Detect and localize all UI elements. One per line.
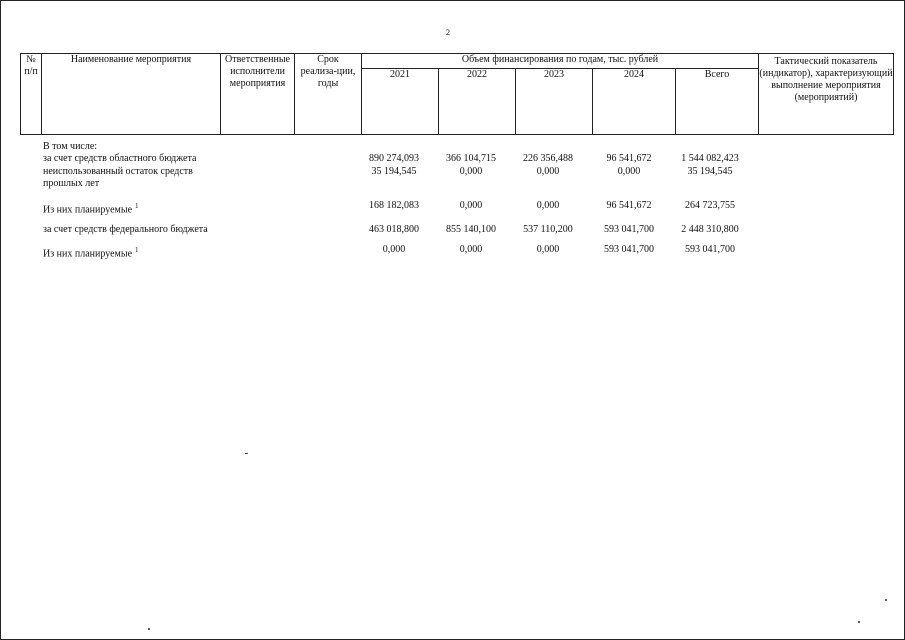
section-label: В том числе: [43,141,98,152]
cell-2022: 0,000 [459,200,483,211]
col-term-header: Срок реализа-ции, годы [295,54,362,135]
cell-total: 1 544 082,423 [681,153,739,164]
cell-2021: 168 182,083 [369,200,419,211]
row-label-text: Из них планируемые [43,248,133,260]
cell-2021: 463 018,800 [369,224,419,235]
row-label: неиспользованный остаток средств прошлых лет [43,166,193,189]
scan-speck [885,599,887,601]
cell-2023: 0,000 [536,166,560,177]
cell-2024: 0,000 [617,166,641,177]
cell-2024: 593 041,700 [604,224,654,235]
col-year-2022: 2022 [439,69,516,135]
cell-2021: 890 274,093 [369,153,419,164]
scan-speck [858,621,860,623]
col-name-header: Наименование мероприятия [42,54,221,135]
cell-2022: 0,000 [459,244,483,255]
cell-2023: 0,000 [536,200,560,211]
col-funding-header: Объем финансирования по годам, тыс. рублей [362,54,759,69]
cell-2021: 0,000 [382,244,406,255]
col-num-header: № п/п [21,54,42,135]
cell-total: 264 723,755 [685,200,735,211]
cell-total: 593 041,700 [685,244,735,255]
scan-speck [148,628,150,630]
col-total-header: Всего [676,69,759,135]
row-label: за счет средств федерального бюджета [43,224,208,235]
cell-2024: 96 541,672 [606,153,652,164]
footnote-marker: 1 [135,246,139,254]
row-label: за счет средств областного бюджета [43,153,197,164]
col-responsible-header: Ответственные исполнители мероприятия [221,54,295,135]
cell-2021: 35 194,545 [371,166,417,177]
page-number: 2 [446,28,450,37]
cell-2022: 0,000 [459,166,483,177]
cell-total: 35 194,545 [687,166,733,177]
cell-2023: 537 110,200 [523,224,573,235]
col-indicator-header: Тактический показатель (индикатор), характеризующий выполнение мероприятия (мероприятий) [759,54,894,135]
table-header [20,53,894,135]
cell-2024: 96 541,672 [606,200,652,211]
cell-2023: 0,000 [536,244,560,255]
row-label-text: Из них планируемые [43,204,133,216]
col-year-2021: 2021 [362,69,439,135]
cell-2023: 226 356,488 [523,153,573,164]
cell-total: 2 448 310,800 [681,224,739,235]
row-label-planned [43,200,139,216]
cell-2022: 366 104,715 [446,153,496,164]
row-label-planned [43,244,139,260]
col-year-2024: 2024 [593,69,676,135]
cell-2024: 593 041,700 [604,244,654,255]
footnote-marker: 1 [135,202,139,210]
col-year-2023: 2023 [516,69,593,135]
scan-speck [245,453,248,454]
cell-2022: 855 140,100 [446,224,496,235]
